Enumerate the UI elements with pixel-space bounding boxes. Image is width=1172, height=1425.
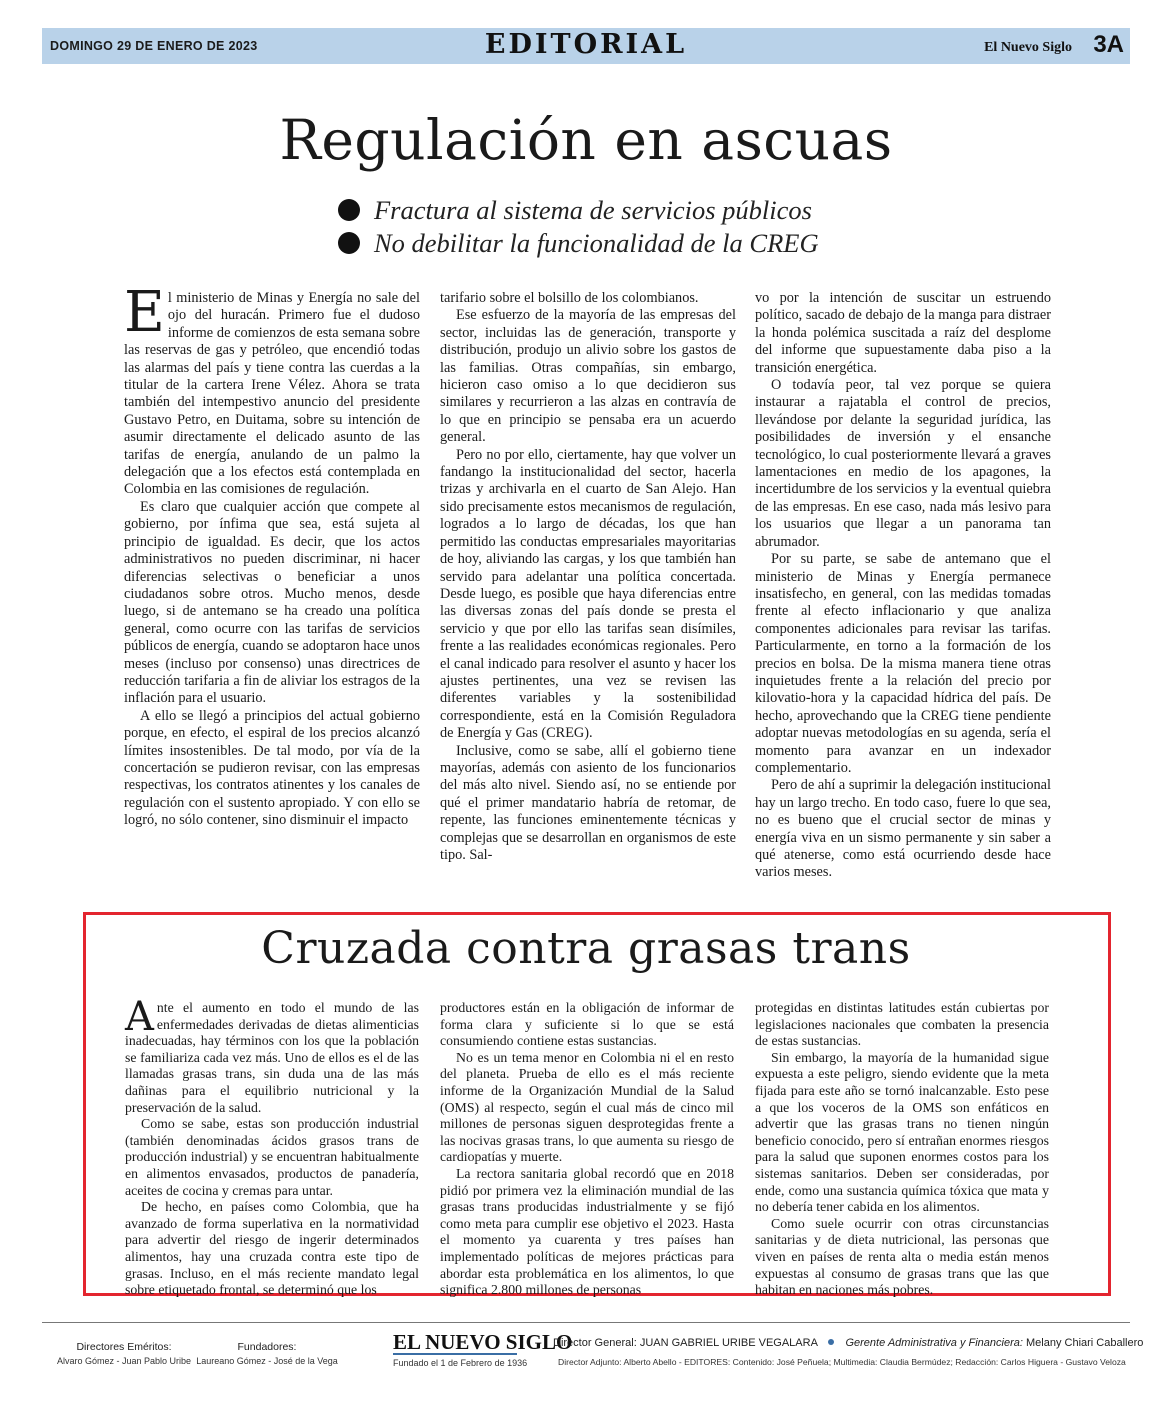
director-general-label: Director General: [553, 1337, 637, 1349]
issue-date: DOMINGO 29 DE ENERO DE 2023 [50, 39, 258, 53]
article-2-title: Cruzada contra grasas trans [261, 923, 911, 974]
brand-underline [393, 1353, 517, 1355]
paragraph: De hecho, en países como Colombia, que ha avanzado de forma superlativa en la normatividad para advertir del riesgo de ingerir determinados alimentos, hay una cruzada contra este tipo de grasas. Incluso, en el más reciente mandato legal sobre etiquetado frontal, se determinó que los [125, 1199, 419, 1298]
directors-names: Alvaro Gómez - Juan Pablo Uribe [56, 1356, 192, 1366]
footer-brand: EL NUEVO SIGLO [393, 1330, 573, 1354]
paragraph: Sin embargo, la mayoría de la humanidad sigue expuesta a este peligro, siendo evidente que la meta fijada para este año se tornó inalcanzable. Esto pese a que los voceros de la OMS son enfáticos en advertir que las grasas trans no tienen ningún beneficio conocido, pero sí entrañan enormes riesgos para la salud que suponen enormes costos para los sistemas sanitarios. Deben ser consideradas, por ende, como una sustancia química tóxica que mata y no debería tener cabida en los alimentos. [755, 1049, 1049, 1215]
drop-cap: A [125, 994, 154, 1040]
page-number: 3A [1093, 31, 1124, 58]
subhead-text: Fractura al sistema de servicios públicos [374, 195, 812, 225]
founded-date: Fundado el 1 de Febrero de 1936 [393, 1358, 528, 1368]
paragraph: El ministerio de Minas y Energía no sale del ojo del huracán. Primero fue el dudoso informe de comienzos de esta semana sobre las reservas de gas y petróleo, que encendió todas las alarmas del país y tiene contra las cuerdas a la titular de la cartera Irene Vélez. Ahora se trata también del intempestivo anuncio del presidente Gustavo Petro, en Duitama, sobre su intención de asumir directamente el delicado asunto de las tarifas de energía, anulando de un palmo la delegación que a los efectos está contemplada en Colombia en las comisiones de regulación. [124, 280, 420, 498]
article-1-column-1 [124, 280, 420, 830]
paragraph: Por su parte, se sabe de antemano que el ministerio de Minas y Energía permanece insatisfecho, en general, con las medidas tomadas frente al efecto inflacionario y que analiza componentes adicionales para revisar las tarifas. Particularmente, en torno a la formación de los precios en bolsa. De la misma manera tiene otras inquietudes frente a la relación del precio por kilovatio-hora y la capacidad hídrica del país. De hecho, aprovechando que la CREG tiene pendiente adoptar nuevas metodologías en su agenda, sería el momento para avanzar en un indexador complementario. [755, 551, 1051, 776]
subhead [338, 227, 819, 260]
paragraph: vo por la intención de suscitar un estruendo político, sacado de debajo de la manga para distraer la honda polémica suscitada a raíz del desplome del informe que supuestamente daba piso a la transición energética. [755, 290, 1051, 376]
bullet-icon [338, 199, 360, 221]
paragraph: protegidas en distintas latitudes están cubiertas por legislaciones nacionales que combaten la presencia de estas sustancias. [755, 1000, 1049, 1049]
bullet-icon [338, 232, 360, 254]
article-2-column-2 [440, 1000, 734, 1299]
directors-label: Directores Eméritos: [76, 1341, 172, 1353]
paragraph: Inclusive, como se sabe, allí el gobierno tiene mayorías, además con asiento de los funcionarios del más alto nivel. Siendo así, no se entiende por qué el primer mandatario habría de retomar, de repente, las funciones eminentemente técnicas y complejas que se desarrollan en organismos de este tipo. Sal- [440, 742, 736, 863]
article-1-subheads [338, 194, 819, 260]
paragraph: Ese esfuerzo de la mayoría de las empresas del sector, incluidas las de generación, transporte y distribución, produjo un alivio sobre los gastos de las familias. Otras compañías, sin embargo, hicieron caso omiso a lo que decidieron sus similares y recurrieron a las alzas en contravía de lo que en principio se pensaba era un acuerdo general. [440, 307, 736, 446]
paragraph: productores están en la obligación de informar de forma clara y suficiente si lo que se está consumiendo contiene estas sustancias. [440, 1000, 734, 1049]
founders-names: Laureano Gómez - José de la Vega [196, 1356, 338, 1366]
page-header [42, 28, 1130, 64]
article-2-column-3 [755, 1000, 1049, 1299]
paragraph: A ello se llegó a principios del actual gobierno porque, en efecto, el espiral de los precios alcanzó límites insostenibles. De tal modo, por vía de la concertación se pudieron revisar, con las empresas respectivas, los contratos atinentes y los canales de regulación con el sustento apropiado. Y con ello se logró, no sólo contener, sino disminuir el impacto [124, 707, 420, 829]
director-general-name: JUAN GABRIEL URIBE VEGALARA [639, 1337, 818, 1349]
article-2-column-1 [125, 994, 419, 1299]
article-1-title: Regulación en ascuas [279, 108, 893, 172]
manager-name: Melany Chiari Caballero [1026, 1337, 1144, 1349]
article-1-column-2 [440, 290, 736, 864]
masthead-staff: Director Adjunto: Alberto Abello - EDITORES: Contenido: José Peñuela; Multimedia: Claudia Bermúdez; Redacción: Carlos Higuera - Gustavo Veloza [558, 1357, 1126, 1367]
masthead-main [553, 1337, 1143, 1349]
manager-label: Gerente Administrativa y Financiera: [845, 1337, 1023, 1349]
paragraph: Pero no por ello, ciertamente, hay que volver un fandango la institucionalidad del sector, hacerla trizas y archivarla en el cuarto de San Alejo. Han sido precisamente estos mecanismos de regulación, logrados a lo largo de décadas, los que han permitido las conductas empresariales mayoritarias de hoy, aliviando las cargas, y los que también han servido para adelantar una política concertada. Desde luego, es posible que haya diferencias entre las diversas zonas del país donde se presta el servicio y que por ello las tarifas sean disímiles, frente a las realidades económicas regionales. Pero el canal indicado para resolver el asunto y hacer los ajustes pertinentes, una vez se revisen las diferentes variables y la sostenibilidad correspondiente, está en la Comisión Reguladora de Energía y Gas (CREG). [440, 446, 736, 742]
paragraph: Como suele ocurrir con otras circunstancias sanitarias y de dieta nutricional, las personas que viven en países de renta alta o media están menos expuestas al consumo de grasas trans que las que habitan en naciones más pobres. [755, 1215, 1049, 1298]
newspaper-brand: El Nuevo Siglo [984, 40, 1072, 55]
subhead [338, 194, 819, 227]
section-title: EDITORIAL [484, 29, 688, 60]
paragraph: La rectora sanitaria global recordó que en 2018 pidió por primera vez la eliminación mundial de las grasas trans producidas industrialmente y se fijó como meta para cumplir ese objetivo el 2023. Hasta el momento ya cuarenta y tres países han implementado políticas de mejores prácticas para abordar esta problemática en los alimentos, lo que significa 2.800 millones de personas [440, 1165, 734, 1298]
subhead-text: No debilitar la funcionalidad de la CREG [374, 228, 819, 258]
paragraph: Es claro que cualquier acción que compete al gobierno, por ínfima que sea, está sujeta al principio de igualdad. Es decir, que los actos administrativos no pueden discriminar, ni hacer diferencias selectivas o beneficiar a unos ciudadanos sobre otros. Mucho menos, desde luego, si de antemano se ha creado una política general, como ocurre con las tarifas de servicios públicos de energía, cuando se adoptaron hace unos meses (incluso por consenso) unas directrices de reducción tarifaria a fin de aliviar los estragos de la inflación para el usuario. [124, 498, 420, 707]
article-1-column-3 [755, 290, 1051, 882]
paragraph: tarifario sobre el bolsillo de los colombianos. [440, 290, 699, 306]
paragraph: Ante el aumento en todo el mundo de las enfermedades derivadas de dietas alimenticias inadecuadas, hay términos con los que la población se familiariza cada vez más. Uno de ellos es el de las llamadas grasas trans, sin duda una de las más dañinas para el equilibrio nutricional y la preservación de la salud. [125, 994, 419, 1115]
paragraph: Como se sabe, estas son producción industrial (también denominadas ácidos grasos trans de producción industrial) y se encuentran habitualmente en alimentos envasados, productos de panadería, aceites de cocina y cremas para untar. [125, 1116, 419, 1198]
founders-label: Fundadores: [237, 1341, 297, 1353]
paragraph: O todavía peor, tal vez porque se quiera instaurar a rajatabla el control de precios, llevándose por delante la seguridad jurídica, las posibilidades de inversión y el ensanche tecnológico, lo cual posteriormente llevará a graves lamentaciones en medio de los apagones, la incertidumbre de los servicios y la eventual quiebra de las empresas. En ese caso, nada más lesivo para los usuarios que llegar a un panorama tan abrumador. [755, 377, 1051, 550]
footer-divider [42, 1322, 1130, 1323]
paragraph: No es un tema menor en Colombia ni el en resto del planeta. Prueba de ello es el más reciente informe de la Organización Mundial de la Salud (OMS) al respecto, según el cual más de cinco mil millones de personas siguen desprotegidas frente a las nocivas grasas trans, lo que aumenta su riesgo de cardiopatías y muerte. [440, 1049, 734, 1165]
drop-cap: E [124, 280, 165, 345]
paragraph: Pero de ahí a suprimir la delegación institucional hay un largo trecho. En todo caso, fuere lo que sea, no es bueno que el crucial sector de minas y energía viva en un sismo permanente y sin saber a qué atenerse, como está ocurriendo desde hace varios meses. [755, 777, 1051, 881]
separator-dot-icon [828, 1339, 834, 1345]
